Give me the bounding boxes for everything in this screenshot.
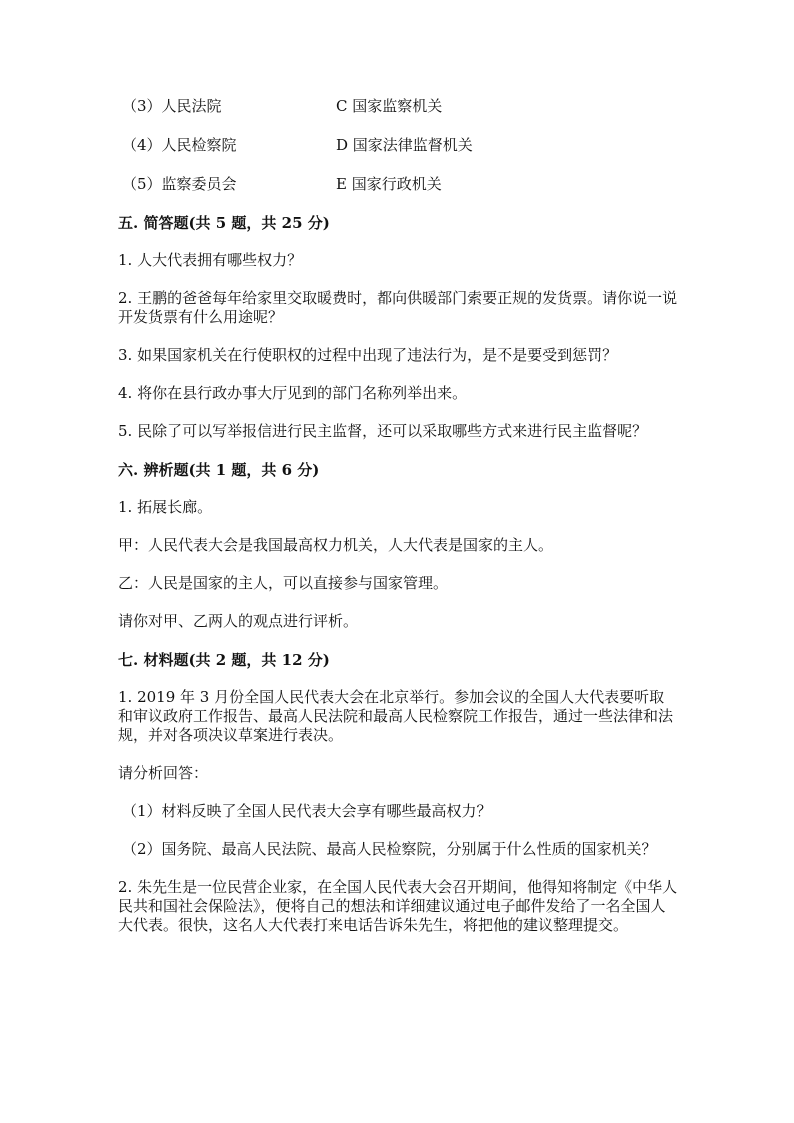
matching-right: C 国家监察机关 xyxy=(336,97,443,115)
matching-row xyxy=(118,174,678,194)
section-title: 六. 辨析题(共 1 题，共 6 分) xyxy=(118,461,320,479)
section-title: 七. 材料题(共 2 题，共 12 分) xyxy=(118,651,330,669)
question-stem: 2. 朱先生是一位民营企业家，在全国人民代表大会召开期间，他得知将制定《中华人民共和国社会保险法》，便将自己的想法和详细建议通过电子邮件发给了一名全国人大代表。很快，这名人大代表打来电话告诉朱先生，将把他的建议整理提交。 xyxy=(118,878,678,934)
matching-left: （5）监察委员会 xyxy=(122,175,237,193)
matching-left: （3）人民法院 xyxy=(122,97,222,115)
matching-left: （4）人民检察院 xyxy=(122,136,237,154)
question: 1. 拓展长廊。 xyxy=(118,498,213,516)
question: 3. 如果国家机关在行使职权的过程中出现了违法行为，是不是要受到惩罚？ xyxy=(118,346,618,364)
statement-yi: 乙：人民是国家的主人，可以直接参与国家管理。 xyxy=(118,574,449,592)
instruction: 请分析回答： xyxy=(118,764,209,782)
matching-list xyxy=(118,96,678,194)
document-page xyxy=(118,96,678,954)
matching-right: D 国家法律监督机关 xyxy=(336,136,473,154)
instruction: 请你对甲、乙两人的观点进行评析。 xyxy=(118,612,359,630)
section-analysis xyxy=(118,460,678,631)
matching-row xyxy=(118,96,678,116)
statement-jia: 甲：人民代表大会是我国最高权力机关，人大代表是国家的主人。 xyxy=(118,536,554,554)
question: 1. 人大代表拥有哪些权力？ xyxy=(118,251,303,269)
question: 2. 王鹏的爸爸每年给家里交取暖费时，都向供暖部门索要正规的发货票。请你说一说开发货票有什么用途呢？ xyxy=(118,289,678,326)
question-stem: 1. 2019 年 3 月份全国人民代表大会在北京举行。参加会议的全国人大代表要听取和审议政府工作报告、最高人民法院和最高人民检察院工作报告，通过一些法律和法规，并对各项决议草案进行表决。 xyxy=(118,688,674,744)
section-title: 五. 简答题(共 5 题，共 25 分) xyxy=(118,214,330,232)
question: 4. 将你在县行政办事大厅见到的部门名称列举出来。 xyxy=(118,384,468,402)
sub-question: （1）材料反映了全国人民代表大会享有哪些最高权力？ xyxy=(122,802,492,820)
section-short-answer xyxy=(118,213,678,441)
section-material xyxy=(118,650,678,935)
matching-row xyxy=(118,135,678,155)
sub-question: （2）国务院、最高人民法院、最高人民检察院，分别属于什么性质的国家机关？ xyxy=(122,840,657,858)
matching-right: E 国家行政机关 xyxy=(336,175,442,193)
question: 5. 民除了可以写举报信进行民主监督，还可以采取哪些方式来进行民主监督呢？ xyxy=(118,422,648,440)
